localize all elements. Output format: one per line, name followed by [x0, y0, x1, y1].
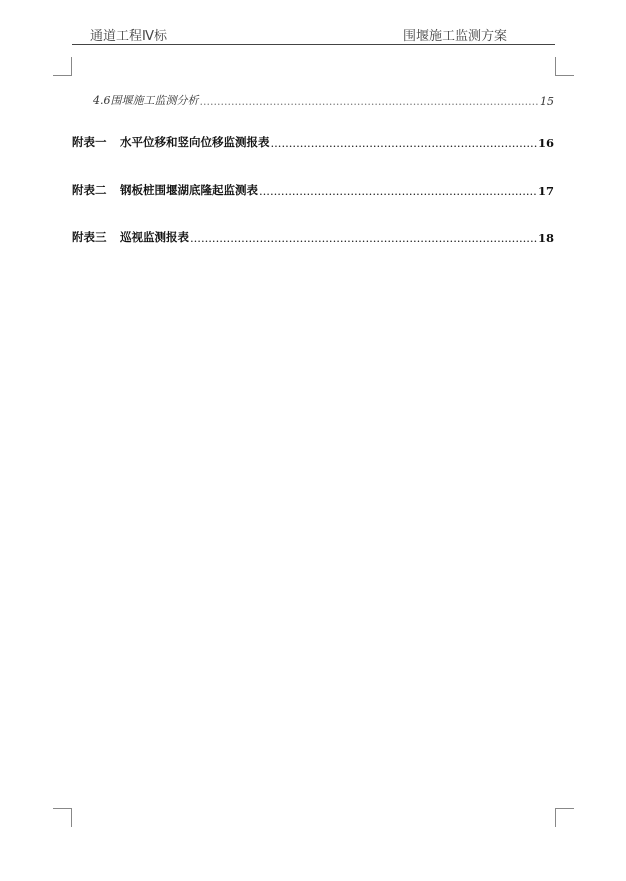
- toc-entry-title: 巡视监测报表: [120, 230, 189, 244]
- toc-entry-label: 附表一: [72, 135, 107, 149]
- toc-entry-page: 18: [537, 231, 554, 245]
- crop-mark-top-right: [555, 57, 574, 76]
- toc-entry-page: 16: [537, 136, 554, 150]
- toc-entry-4-6[interactable]: [72, 92, 554, 108]
- crop-mark-bottom-right: [555, 808, 574, 827]
- toc-leader-dots: [200, 95, 540, 108]
- toc-entry-title: 水平位移和竖向位移监测报表: [120, 135, 270, 149]
- toc-entry-appendix-2[interactable]: [72, 182, 554, 198]
- toc-entry-title: 4.6围堰施工监测分析: [93, 94, 199, 107]
- toc-leader-dots: [271, 136, 537, 150]
- page-header: [72, 22, 555, 45]
- toc-entry-page: 17: [537, 184, 554, 198]
- crop-mark-top-left: [53, 57, 72, 76]
- crop-mark-bottom-left: [53, 808, 72, 827]
- toc-entry-appendix-1[interactable]: [72, 134, 554, 150]
- header-project-name: 通道工程Ⅳ标: [90, 29, 167, 44]
- toc-entry-label: 附表三: [72, 230, 107, 244]
- toc-leader-dots: [259, 184, 537, 198]
- toc-entry-title: 钢板桩围堰湖底隆起监测表: [120, 183, 258, 197]
- toc-entry-label: 附表二: [72, 183, 107, 197]
- header-document-title: 围堰施工监测方案: [402, 29, 507, 44]
- toc-entry-appendix-3[interactable]: [72, 229, 554, 245]
- toc-leader-dots: [190, 231, 537, 245]
- toc-entry-page: 15: [540, 95, 554, 108]
